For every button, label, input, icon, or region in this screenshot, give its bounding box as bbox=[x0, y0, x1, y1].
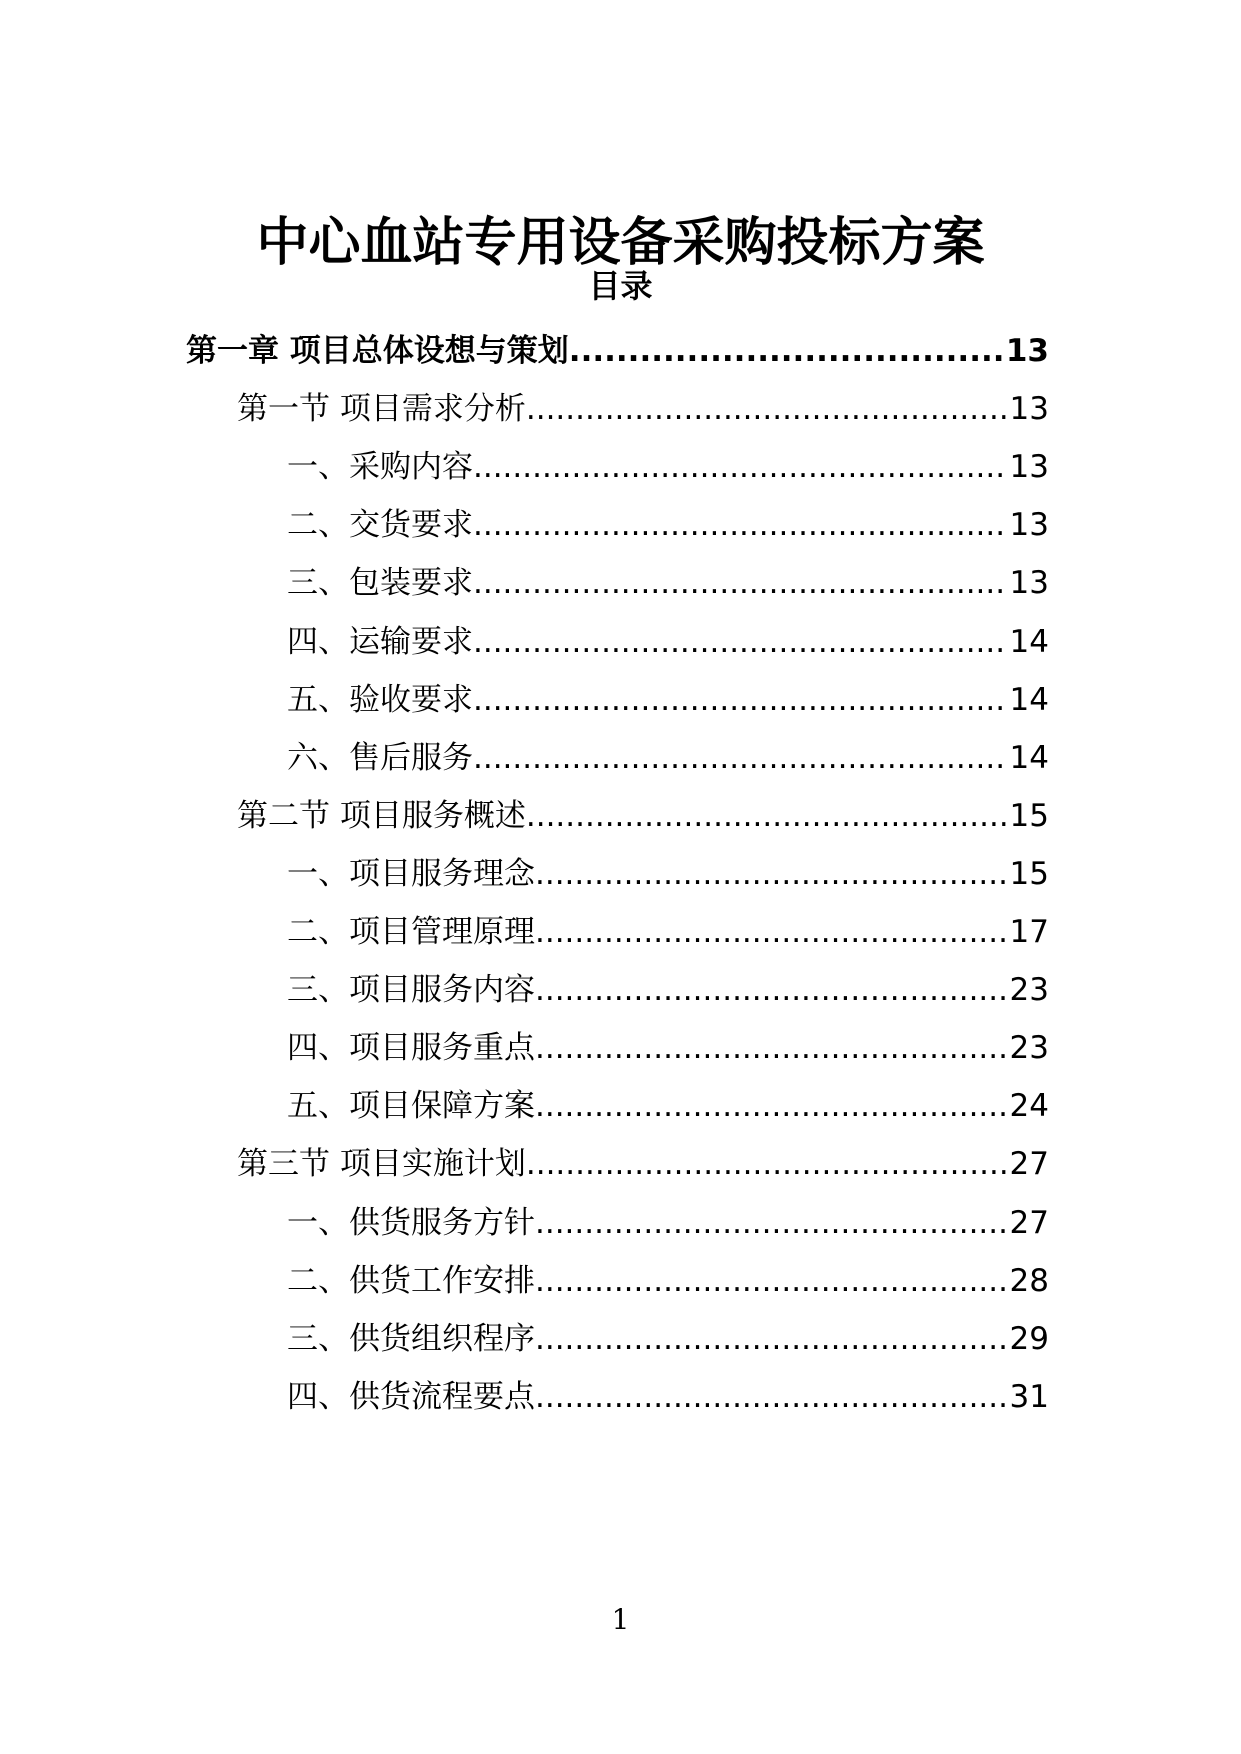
toc-entry[interactable] bbox=[287, 1313, 1049, 1361]
toc-entry[interactable] bbox=[237, 383, 1049, 431]
toc-entry[interactable] bbox=[287, 499, 1049, 547]
toc-entry[interactable] bbox=[287, 1022, 1049, 1070]
toc-entry-page: 15 bbox=[1009, 855, 1049, 892]
toc-dot-leader bbox=[569, 329, 1004, 373]
toc-dot-leader bbox=[535, 1317, 1008, 1361]
toc-dot-leader bbox=[535, 1084, 1008, 1128]
toc-entry-title: 五、验收要求 bbox=[287, 681, 473, 718]
toc-entry-title: 三、供货组织程序 bbox=[287, 1320, 535, 1357]
toc-dot-leader bbox=[526, 387, 1008, 431]
toc-entry[interactable] bbox=[186, 325, 1049, 373]
toc-dot-leader bbox=[535, 852, 1008, 896]
toc-dot-leader bbox=[473, 678, 1008, 722]
toc-entry-page: 13 bbox=[1009, 507, 1049, 544]
toc-entry[interactable] bbox=[287, 674, 1049, 722]
toc-entry-title: 第一节 项目需求分析 bbox=[237, 391, 526, 428]
toc-entry-page: 13 bbox=[1009, 391, 1049, 428]
table-of-contents bbox=[0, 325, 1241, 1565]
toc-dot-leader bbox=[473, 503, 1008, 547]
toc-entry-page: 14 bbox=[1009, 623, 1049, 660]
toc-entry-title: 四、项目服务重点 bbox=[287, 1030, 535, 1067]
toc-entry-page: 13 bbox=[1009, 449, 1049, 486]
toc-heading: 目录 bbox=[588, 267, 653, 305]
toc-dot-leader bbox=[535, 1201, 1008, 1245]
toc-entry[interactable] bbox=[287, 441, 1049, 489]
toc-entry-page: 27 bbox=[1009, 1146, 1049, 1183]
toc-entry-title: 一、采购内容 bbox=[287, 449, 473, 486]
page-number: 1 bbox=[611, 1603, 630, 1636]
toc-entry-title: 一、项目服务理念 bbox=[287, 855, 535, 892]
toc-entry-title: 五、项目保障方案 bbox=[287, 1088, 535, 1125]
toc-entry-page: 27 bbox=[1009, 1204, 1049, 1241]
toc-entry[interactable] bbox=[287, 964, 1049, 1012]
toc-entry[interactable] bbox=[287, 1255, 1049, 1303]
toc-entry-title: 四、供货流程要点 bbox=[287, 1378, 535, 1415]
toc-dot-leader bbox=[473, 445, 1008, 489]
toc-entry-page: 31 bbox=[1009, 1378, 1049, 1415]
toc-entry-title: 第一章 项目总体设想与策划 bbox=[186, 333, 569, 369]
toc-entry[interactable] bbox=[287, 616, 1049, 664]
toc-entry[interactable] bbox=[287, 906, 1049, 954]
toc-entry-title: 一、供货服务方针 bbox=[287, 1204, 535, 1241]
toc-entry-title: 三、包装要求 bbox=[287, 565, 473, 602]
toc-entry[interactable] bbox=[287, 1197, 1049, 1245]
toc-entry-page: 17 bbox=[1009, 914, 1049, 950]
toc-dot-leader bbox=[535, 968, 1008, 1012]
toc-entry-title: 四、运输要求 bbox=[287, 623, 473, 660]
toc-entry-page: 29 bbox=[1009, 1320, 1049, 1357]
toc-entry[interactable] bbox=[287, 732, 1049, 780]
toc-entry[interactable] bbox=[287, 557, 1049, 605]
toc-entry[interactable] bbox=[287, 1080, 1049, 1128]
toc-entry-title: 二、交货要求 bbox=[287, 507, 473, 544]
toc-entry-page: 23 bbox=[1009, 1030, 1049, 1067]
toc-entry-page: 14 bbox=[1009, 681, 1049, 718]
toc-entry-page: 15 bbox=[1009, 797, 1049, 834]
toc-entry[interactable] bbox=[287, 1371, 1049, 1419]
toc-dot-leader bbox=[526, 1142, 1008, 1186]
toc-dot-leader bbox=[473, 736, 1008, 780]
toc-entry-title: 三、项目服务内容 bbox=[287, 972, 535, 1009]
toc-entry-page: 13 bbox=[1009, 565, 1049, 602]
toc-entry[interactable] bbox=[237, 1138, 1049, 1186]
document-title: 中心血站专用设备采购投标方案 bbox=[256, 212, 985, 273]
toc-dot-leader bbox=[535, 910, 1008, 954]
toc-dot-leader bbox=[473, 561, 1008, 605]
toc-entry-page: 28 bbox=[1009, 1262, 1049, 1299]
toc-entry-title: 二、项目管理原理 bbox=[287, 914, 535, 950]
toc-entry-page: 24 bbox=[1009, 1088, 1049, 1125]
toc-entry-title: 六、售后服务 bbox=[287, 739, 473, 776]
toc-dot-leader bbox=[473, 620, 1008, 664]
toc-entry[interactable] bbox=[287, 848, 1049, 896]
toc-entry-title: 第二节 项目服务概述 bbox=[237, 797, 526, 834]
toc-entry-title: 二、供货工作安排 bbox=[287, 1262, 535, 1299]
toc-dot-leader bbox=[526, 794, 1008, 838]
toc-entry-page: 13 bbox=[1005, 333, 1049, 369]
toc-entry-page: 23 bbox=[1009, 972, 1049, 1009]
toc-entry[interactable] bbox=[237, 790, 1049, 838]
toc-entry-page: 14 bbox=[1009, 739, 1049, 776]
toc-dot-leader bbox=[535, 1375, 1008, 1419]
toc-entry-title: 第三节 项目实施计划 bbox=[237, 1146, 526, 1183]
toc-dot-leader bbox=[535, 1026, 1008, 1070]
toc-dot-leader bbox=[535, 1259, 1008, 1303]
